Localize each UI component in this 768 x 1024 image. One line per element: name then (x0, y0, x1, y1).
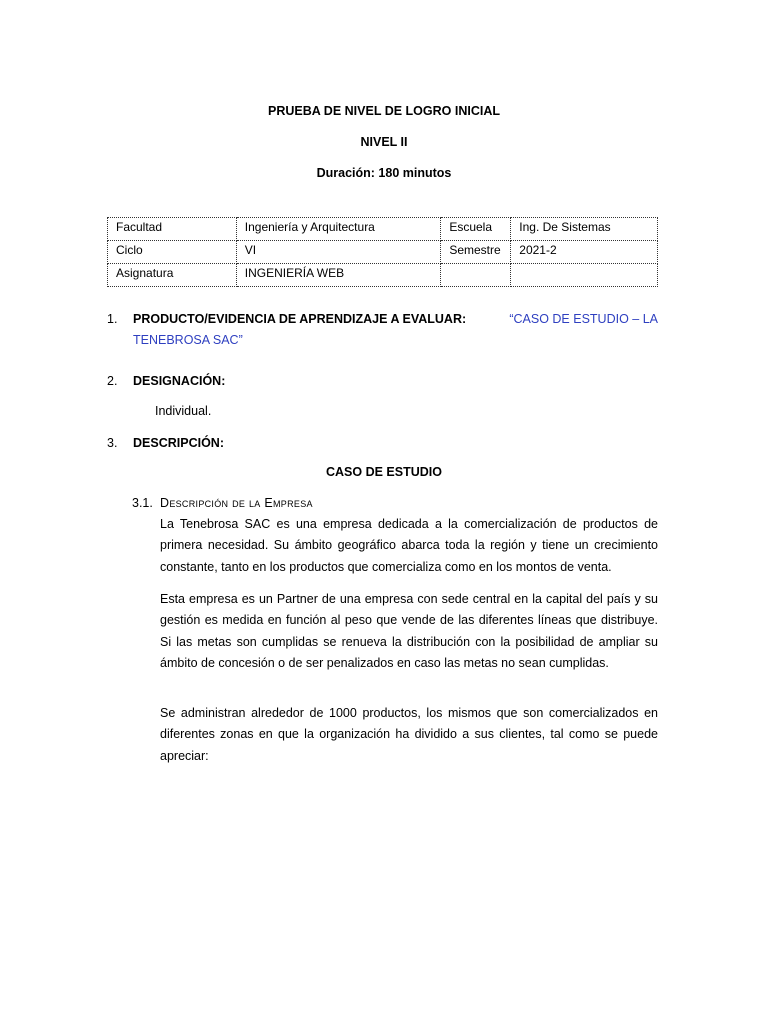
section-product-evidence (107, 309, 658, 351)
subsection-heading (132, 496, 313, 510)
table-cell (441, 264, 511, 287)
table-cell: Facultad (108, 218, 237, 241)
table-cell: Ing. De Sistemas (511, 218, 658, 241)
section-number: 1. (107, 312, 118, 326)
section-label: DESCRIPCIÓN: (133, 436, 224, 450)
designation-value: Individual. (155, 404, 212, 418)
paragraph: La Tenebrosa SAC es una empresa dedicada a la comercialización de productos de primera necesidad. Su ámbito geográfico abarca toda la región y tiene un crecimiento constante, tanto en los productos que comercializa como en los montos de venta. (160, 517, 658, 574)
section-value-continued: TENEBROSA SAC” (133, 333, 243, 347)
case-study-title: CASO DE ESTUDIO (326, 465, 442, 479)
table-cell: Ingeniería y Arquitectura (236, 218, 441, 241)
subsection-title: Descripción de la Empresa (160, 496, 313, 510)
document-title: PRUEBA DE NIVEL DE LOGRO INICIAL (268, 104, 500, 118)
section-description (107, 433, 224, 454)
table-row (108, 218, 658, 241)
info-table (107, 217, 658, 287)
table-cell: Escuela (441, 218, 511, 241)
document-level: NIVEL II (360, 135, 408, 149)
table-cell: Ciclo (108, 241, 237, 264)
paragraph: Se administran alrededor de 1000 productos, los mismos que son comercializados en diferentes zonas en que la organización ha dividido a sus clientes, tal como se puede apreciar: (160, 706, 658, 763)
table-cell: 2021-2 (511, 241, 658, 264)
section-number: 3. (107, 436, 118, 450)
table-cell (511, 264, 658, 287)
table-cell: INGENIERÍA WEB (236, 264, 441, 287)
section-number: 2. (107, 374, 118, 388)
table-cell: Semestre (441, 241, 511, 264)
section-value: “CASO DE ESTUDIO – LA (509, 312, 658, 326)
table-cell: VI (236, 241, 441, 264)
section-label: PRODUCTO/EVIDENCIA DE APRENDIZAJE A EVALUAR: (133, 312, 467, 326)
document-duration: Duración: 180 minutos (316, 166, 452, 180)
subsection-number: 3.1. (132, 496, 153, 510)
section-label: DESIGNACIÓN: (133, 374, 226, 388)
table-row (108, 264, 658, 287)
paragraph: Esta empresa es un Partner de una empresa con sede central en la capital del país y su gestión es medida en función al peso que vende de las diferentes líneas que distribuye. Si las metas son cumplidas se renueva la distribución con la posibilidad de ampliar su ámbito de concesión o de ser penalizados en caso las metas no sean cumplidas. (160, 592, 658, 670)
section-designation (107, 371, 225, 392)
table-cell: Asignatura (108, 264, 237, 287)
table-row (108, 241, 658, 264)
